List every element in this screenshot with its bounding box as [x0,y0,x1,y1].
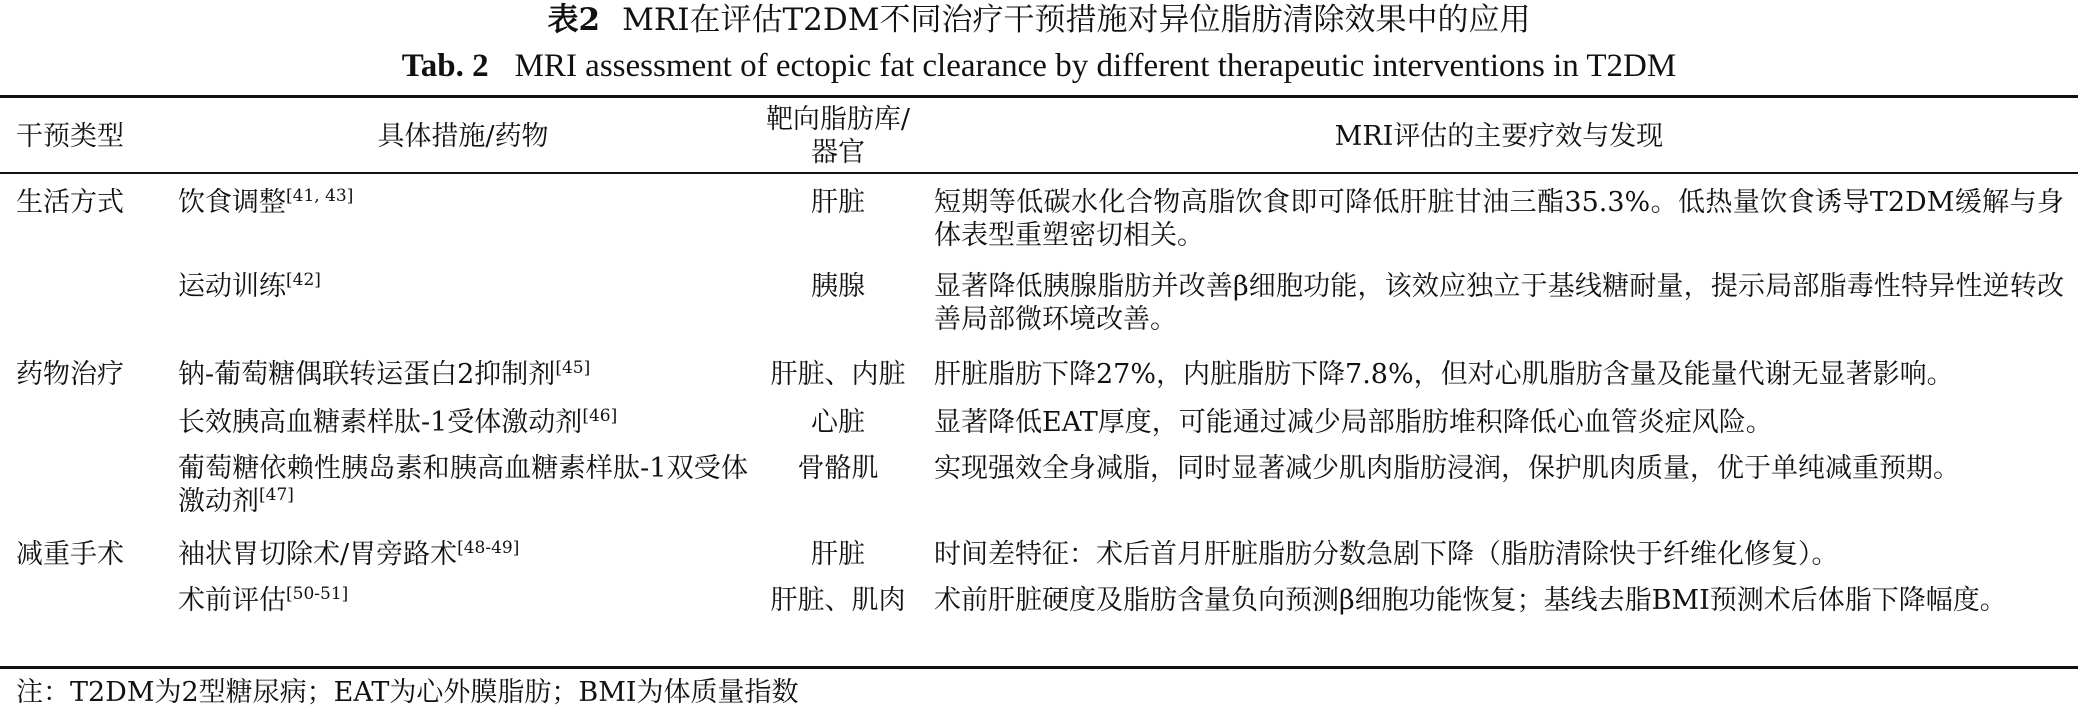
row4-measure-text: 长效胰高血糖素样肽-1受体激动剂 [178,407,583,438]
row7-measure-text: 术前评估 [178,585,286,616]
row7-findings: 术前肝脏硬度及脂肪含量负向预测β细胞功能恢复；基线去脂BMI预测术后体脂下降幅度。 [934,585,2007,616]
table-caption-en [0,46,2078,86]
row5-target: 骨骼肌 [797,453,879,484]
row4-ref: [46] [582,406,618,426]
row3-type: 药物治疗 [16,359,124,390]
row5-findings: 实现强效全身减脂，同时显著减少肌肉脂肪浸润，保护肌肉质量，优于单纯减重预期。 [934,453,1960,484]
row7-measure [178,584,348,617]
row3-findings: 肝脏脂肪下降27%，内脏脂肪下降7.8%，但对心肌脂肪含量及能量代谢无显著影响。 [934,359,1954,390]
row1-measure-text: 饮食调整 [178,187,286,218]
row2-measure-text: 运动训练 [178,271,286,302]
row6-target: 肝脏 [811,539,865,570]
header-measure: 具体措施/药物 [377,121,549,152]
table-top-rule [0,95,2078,98]
row1-target: 肝脏 [811,187,865,218]
row1-findings: 短期等低碳水化合物高脂饮食即可降低肝脏甘油三酯35.3%。低热量饮食诱导T2DM缓解与身体表型重塑密切相关。 [934,187,2064,251]
table-bottom-rule [0,666,2078,669]
row5-ref: [47] [259,485,294,505]
table-title-cn: MRI在评估T2DM不同治疗干预措施对异位脂肪清除效果中的应用 [622,2,1531,38]
row5-measure-text: 葡萄糖依赖性胰岛素和胰高血糖素样肽-1双受体激动剂 [178,453,748,517]
row1-measure [178,186,353,219]
row7-ref: [50-51] [286,584,349,604]
row6-findings: 时间差特征：术后首月肝脏脂肪分数急剧下降（脂肪清除快于纤维化修复）。 [934,539,1839,570]
row7-target: 肝脏、肌肉 [770,585,906,616]
row2-target: 胰腺 [811,271,865,302]
table-label-cn: 表2 [547,2,601,38]
table-header-rule [0,172,2078,174]
table-caption-cn [0,0,2078,40]
table-label-en: Tab. 2 [401,48,489,84]
header-findings: MRI评估的主要疗效与发现 [1334,121,1664,152]
row5-measure [178,452,748,518]
row2-measure [178,270,321,303]
row1-type: 生活方式 [16,187,124,218]
header-type: 干预类型 [16,121,124,152]
row4-measure [178,406,617,439]
row1-ref: [41, 43] [286,186,354,206]
row3-measure [178,358,590,391]
row6-measure-text: 袖状胃切除术/胃旁路术 [178,539,458,570]
row3-ref: [45] [555,358,591,378]
table-footnote: 注：T2DM为2型糖尿病；EAT为心外膜脂肪；BMI为体质量指数 [16,677,799,708]
row6-type: 减重手术 [16,539,124,570]
table-title-en: MRI assessment of ectopic fat clearance by different therapeutic interventions in T2DM [514,48,1677,84]
row3-measure-text: 钠-葡萄糖偶联转运蛋白2抑制剂 [178,359,556,390]
row4-target: 心脏 [811,407,865,438]
row2-findings: 显著降低胰腺脂肪并改善β细胞功能，该效应独立于基线糖耐量，提示局部脂毒性特异性逆转改善局部微环境改善。 [934,271,2064,335]
row2-ref: [42] [286,270,321,290]
header-target: 靶向脂肪库/器官 [765,104,911,168]
row6-ref: [48-49] [457,538,520,558]
row4-findings: 显著降低EAT厚度，可能通过减少局部脂肪堆积降低心血管炎症风险。 [934,407,1773,438]
row6-measure [178,538,519,571]
row3-target: 肝脏、内脏 [770,359,906,390]
